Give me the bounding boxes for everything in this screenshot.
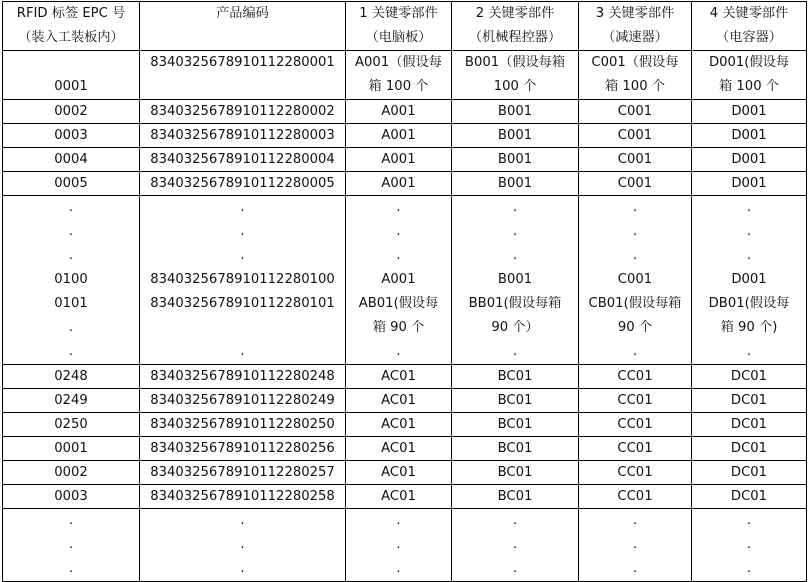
header-cell [346, 2, 452, 51]
table-row [3, 148, 807, 172]
cell-code-line: . [240, 344, 245, 359]
cell-p2: B001 [452, 148, 579, 172]
cell-rfid-line: . [68, 224, 74, 239]
cell-rfid: 0249 [3, 389, 140, 413]
cell-p1-line: A001（假设每 [355, 55, 442, 70]
cell-code [140, 196, 346, 365]
cell-p2-line: BB01(假设每箱 [468, 296, 562, 311]
cell-p3: C001 [579, 100, 692, 124]
cell-p3 [579, 196, 692, 365]
cell-code-line [142, 316, 343, 340]
cell-rfid-line: . [68, 513, 74, 528]
cell-rfid-line: . [68, 248, 74, 263]
cell-rfid [3, 196, 140, 365]
cell-p1 [346, 51, 452, 100]
cell-p4 [692, 509, 807, 582]
cell-rfid: 0250 [3, 413, 140, 437]
cell-rfid [3, 51, 140, 100]
cell-p3-line: CB01(假设每箱 [588, 296, 682, 311]
table-row [3, 172, 807, 196]
cell-code-line: . [240, 513, 245, 528]
cell-code-line: . [240, 561, 245, 576]
cell-p1: AC01 [346, 461, 452, 485]
cell-p2: B001 [452, 100, 579, 124]
cell-rfid-line [5, 51, 137, 75]
cell-p1-line: 箱 90 个 [372, 320, 425, 335]
cell-p4-line: D001(假设每 [708, 55, 790, 70]
cell-rfid: 0003 [3, 485, 140, 509]
cell-p4-line: . [746, 248, 752, 263]
table-row [3, 51, 807, 100]
cell-rfid-line: . [68, 344, 74, 359]
cell-code: 8340325678910112280257 [140, 461, 346, 485]
header-cell-line: 1 关键零部件 [359, 6, 438, 21]
cell-rfid: 0003 [3, 124, 140, 148]
cell-p2: BC01 [452, 389, 579, 413]
header-cell-line: （装入工装板内） [18, 30, 124, 45]
header-cell-line [142, 26, 343, 50]
header-cell-line: RFID 标签 EPC 号 [16, 6, 126, 21]
cell-p3: CC01 [579, 485, 692, 509]
cell-p2: BC01 [452, 437, 579, 461]
cell-p4-line: DB01(假设每 [708, 296, 790, 311]
cell-code-line: . [240, 200, 245, 215]
cell-p3: CC01 [579, 413, 692, 437]
cell-p1: AC01 [346, 365, 452, 389]
cell-p4: DC01 [692, 461, 807, 485]
cell-p1-line: . [396, 537, 401, 552]
cell-p3-line: 箱 100 个 [605, 79, 665, 94]
cell-code: 8340325678910112280256 [140, 437, 346, 461]
epc-mapping-table [2, 1, 807, 582]
header-cell [140, 2, 346, 51]
table-row [3, 196, 807, 365]
cell-p4-line: . [746, 561, 752, 576]
cell-p3-line: . [632, 200, 638, 215]
cell-p1: AC01 [346, 485, 452, 509]
header-cell-line: （电脑板） [365, 30, 432, 45]
cell-p1-line: . [396, 200, 401, 215]
cell-code [140, 51, 346, 100]
cell-p1-line: 箱 100 个 [368, 79, 429, 94]
cell-rfid-line: . [68, 200, 74, 215]
cell-code: 8340325678910112280258 [140, 485, 346, 509]
cell-p2-line: . [512, 537, 518, 552]
cell-p4 [692, 51, 807, 100]
cell-p2-line: . [512, 248, 518, 263]
cell-p3: C001 [579, 148, 692, 172]
cell-code-line: 8340325678910112280100 [150, 272, 335, 287]
cell-p3-line: . [632, 224, 638, 239]
cell-p4-line: 箱 100 个 [719, 79, 779, 94]
cell-p2-line: . [512, 513, 518, 528]
cell-code-line: 8340325678910112280101 [150, 296, 335, 311]
header-cell [3, 2, 140, 51]
cell-p1: A001 [346, 124, 452, 148]
cell-p3 [579, 509, 692, 582]
cell-p4: DC01 [692, 437, 807, 461]
cell-p3: CC01 [579, 461, 692, 485]
cell-p4: D001 [692, 148, 807, 172]
header-cell [579, 2, 692, 51]
cell-p4: D001 [692, 100, 807, 124]
cell-rfid: 0248 [3, 365, 140, 389]
cell-code: 8340325678910112280003 [140, 124, 346, 148]
table-row [3, 389, 807, 413]
cell-p2-line: B001 [497, 272, 533, 287]
cell-p4: DC01 [692, 485, 807, 509]
cell-p3: C001 [579, 172, 692, 196]
cell-rfid-line: 0100 [54, 272, 88, 287]
cell-p4-line: . [746, 200, 752, 215]
cell-code-line: . [240, 224, 245, 239]
cell-p3 [579, 51, 692, 100]
cell-rfid-line: . [68, 537, 74, 552]
header-cell-line: 4 关键零部件 [709, 6, 789, 21]
header-cell-line: 3 关键零部件 [595, 6, 675, 21]
cell-p3-line: C001（假设每 [591, 55, 679, 70]
header-cell-line: （电容器） [716, 30, 782, 45]
cell-p4 [692, 196, 807, 365]
cell-p3-line: . [632, 248, 638, 263]
cell-p2: BC01 [452, 485, 579, 509]
cell-p3: CC01 [579, 437, 692, 461]
table-row [3, 509, 807, 582]
cell-code-line [142, 75, 343, 99]
header-cell-line: （减速器） [602, 30, 668, 45]
cell-p1-line: . [396, 224, 401, 239]
table-row [3, 124, 807, 148]
cell-p2: B001 [452, 124, 579, 148]
cell-p1-line: . [396, 561, 401, 576]
table-row [3, 485, 807, 509]
header-cell-line: 产品编码 [216, 6, 269, 21]
cell-p1: A001 [346, 100, 452, 124]
cell-rfid [3, 509, 140, 582]
cell-p3: CC01 [579, 389, 692, 413]
cell-p4: D001 [692, 124, 807, 148]
cell-code: 8340325678910112280002 [140, 100, 346, 124]
cell-rfid: 0001 [3, 437, 140, 461]
header-cell-line: （机械程控器） [468, 30, 562, 45]
cell-p3-line: 90 个 [617, 320, 653, 335]
cell-code: 8340325678910112280249 [140, 389, 346, 413]
cell-p2 [452, 51, 579, 100]
cell-p2: BC01 [452, 365, 579, 389]
cell-p2: BC01 [452, 461, 579, 485]
cell-p3-line: . [632, 513, 638, 528]
cell-p1: AC01 [346, 389, 452, 413]
cell-code: 8340325678910112280250 [140, 413, 346, 437]
cell-p2-line: . [512, 561, 518, 576]
cell-p4: DC01 [692, 365, 807, 389]
header-cell [692, 2, 807, 51]
cell-p1-line: . [396, 513, 401, 528]
cell-p3-line: . [632, 344, 638, 359]
cell-p4-line: . [746, 344, 752, 359]
cell-p3-line: . [632, 561, 638, 576]
cell-code-line: . [240, 537, 245, 552]
cell-p4-line: . [746, 513, 752, 528]
cell-p4: D001 [692, 172, 807, 196]
table-row [3, 461, 807, 485]
cell-p3: C001 [579, 124, 692, 148]
cell-p4-line: D001 [731, 272, 767, 287]
table-row [3, 365, 807, 389]
cell-code [140, 509, 346, 582]
cell-p2: B001 [452, 172, 579, 196]
cell-p1-line: . [396, 248, 401, 263]
cell-rfid: 0002 [3, 100, 140, 124]
cell-code: 8340325678910112280004 [140, 148, 346, 172]
cell-p1-line: . [396, 344, 401, 359]
cell-code-line: 8340325678910112280001 [150, 55, 335, 70]
cell-p2 [452, 509, 579, 582]
cell-p4: DC01 [692, 389, 807, 413]
cell-rfid-line: . [68, 561, 74, 576]
cell-p3: CC01 [579, 365, 692, 389]
cell-p4-line: . [746, 224, 752, 239]
cell-p1-line: AB01(假设每 [358, 296, 439, 311]
cell-p4-line: 箱 90 个) [720, 320, 778, 335]
cell-p1: A001 [346, 148, 452, 172]
table-row [3, 413, 807, 437]
cell-rfid: 0002 [3, 461, 140, 485]
header-cell-line: 2 关键零部件 [475, 6, 555, 21]
cell-p2 [452, 196, 579, 365]
cell-rfid: 0005 [3, 172, 140, 196]
cell-code-line: . [240, 248, 245, 263]
cell-p2-line: . [512, 344, 518, 359]
cell-p2-line: B001（假设每箱 [464, 55, 566, 70]
cell-p3-line: . [632, 537, 638, 552]
cell-rfid-line: 0101 [54, 296, 88, 311]
cell-p1: A001 [346, 172, 452, 196]
cell-p1 [346, 509, 452, 582]
cell-p4-line: . [746, 537, 752, 552]
cell-code: 8340325678910112280005 [140, 172, 346, 196]
cell-rfid: 0004 [3, 148, 140, 172]
cell-p2: BC01 [452, 413, 579, 437]
cell-p4: DC01 [692, 413, 807, 437]
cell-p2-line: . [512, 224, 518, 239]
cell-rfid-line: 0001 [54, 79, 88, 94]
header-cell [452, 2, 579, 51]
header-row [3, 2, 807, 51]
table-body [3, 2, 807, 582]
cell-p1-line: A001 [381, 272, 416, 287]
cell-p1: AC01 [346, 413, 452, 437]
cell-p1 [346, 196, 452, 365]
cell-rfid-line: . [68, 320, 74, 335]
cell-p2-line: 100 个 [493, 79, 537, 94]
cell-p1: AC01 [346, 437, 452, 461]
table-row [3, 100, 807, 124]
cell-code: 8340325678910112280248 [140, 365, 346, 389]
table-row [3, 437, 807, 461]
cell-p3-line: C001 [617, 272, 653, 287]
cell-p2-line: . [512, 200, 518, 215]
cell-p2-line: 90 个） [491, 320, 539, 335]
